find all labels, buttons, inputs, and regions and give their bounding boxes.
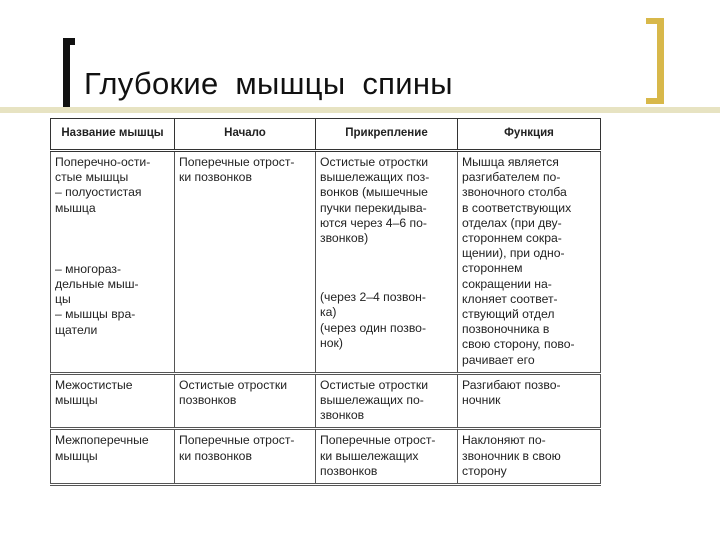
cell-line: Поперечные отрост- bbox=[320, 433, 436, 448]
cell-line: – полуостистая bbox=[55, 185, 142, 200]
muscle-name-text bbox=[55, 433, 171, 463]
spacer bbox=[55, 216, 171, 262]
muscles-table-container bbox=[50, 118, 602, 540]
cell-line: Мышца является bbox=[462, 155, 559, 169]
cell-insertion bbox=[316, 373, 458, 429]
cell-line: Разгибают позво- bbox=[462, 377, 561, 392]
cell-line: звоночник в свою bbox=[462, 448, 561, 463]
table-row bbox=[51, 429, 601, 485]
cell-line: звонков bbox=[320, 408, 365, 423]
cell-origin bbox=[175, 151, 316, 374]
cell-line: щатели bbox=[55, 322, 98, 337]
cell-line: вонков (мышечные bbox=[320, 185, 428, 200]
cell-line: сокращении на- bbox=[462, 276, 552, 291]
cell-line: вышележащих по- bbox=[320, 393, 424, 408]
title-bracket-left bbox=[63, 38, 75, 110]
spacer bbox=[320, 246, 454, 290]
insertion-text bbox=[320, 155, 454, 246]
cell-line: Межостистые bbox=[55, 377, 133, 392]
cell-line: отделах (при дву- bbox=[462, 215, 562, 230]
function-text bbox=[462, 378, 597, 408]
cell-name bbox=[51, 373, 175, 429]
cell-line: разгибателем по- bbox=[462, 170, 561, 185]
cell-line: сторону bbox=[462, 463, 507, 478]
table-row bbox=[51, 373, 601, 429]
cell-origin bbox=[175, 373, 316, 429]
header-insertion: Прикрепление bbox=[316, 119, 458, 151]
cell-line: – мышцы вра- bbox=[55, 307, 136, 322]
origin-text bbox=[179, 433, 312, 463]
cell-line: ствующий отдел bbox=[462, 307, 555, 322]
cell-line: Остистые отростки bbox=[320, 377, 429, 392]
cell-line: стые мышцы bbox=[55, 170, 129, 185]
cell-line: Поперечно-ости- bbox=[55, 155, 151, 169]
cell-line: ка) bbox=[320, 305, 337, 320]
cell-line: ки позвонков bbox=[179, 170, 252, 185]
cell-line: звонков) bbox=[320, 231, 369, 246]
cell-line: мышца bbox=[55, 200, 96, 215]
header-function: Функция bbox=[458, 119, 601, 151]
header-origin: Начало bbox=[175, 119, 316, 151]
header-muscle-name: Название мышцы bbox=[51, 119, 175, 151]
cell-name bbox=[51, 429, 175, 485]
cell-line: в соответствующих bbox=[462, 200, 572, 215]
cell-line: ки вышележащих bbox=[320, 448, 419, 463]
cell-line: Наклоняют по- bbox=[462, 433, 546, 448]
function-text bbox=[462, 155, 597, 368]
function-text bbox=[462, 433, 597, 479]
insertion-variants-text bbox=[320, 290, 454, 351]
cell-line: Остистые отростки bbox=[320, 155, 429, 169]
cell-function bbox=[458, 373, 601, 429]
cell-function bbox=[458, 429, 601, 485]
origin-text bbox=[179, 378, 312, 408]
cell-insertion bbox=[316, 429, 458, 485]
muscle-subtypes-text bbox=[55, 262, 171, 338]
cell-line: ются через 4–6 по- bbox=[320, 215, 427, 230]
cell-line: Поперечные отрост- bbox=[179, 155, 295, 169]
cell-line: клоняет соответ- bbox=[462, 291, 558, 306]
cell-line: мышцы bbox=[55, 448, 98, 463]
cell-line: щении), при одно- bbox=[462, 246, 565, 261]
cell-line: (через 2–4 позвон- bbox=[320, 290, 426, 305]
cell-line: ки позвонков bbox=[179, 448, 252, 463]
cell-line: вышележащих поз- bbox=[320, 170, 430, 185]
cell-line: Поперечные отрост- bbox=[179, 433, 295, 448]
cell-function bbox=[458, 151, 601, 374]
origin-text bbox=[179, 155, 312, 185]
page-title: Глубокие мышцы спины bbox=[84, 66, 453, 101]
insertion-text bbox=[320, 378, 454, 424]
cell-line: цы bbox=[55, 292, 71, 307]
cell-line: дельные мыш- bbox=[55, 277, 139, 292]
title-underline bbox=[0, 107, 720, 113]
cell-line: нок) bbox=[320, 335, 343, 350]
cell-origin bbox=[175, 429, 316, 485]
cell-line: (через один позво- bbox=[320, 320, 426, 335]
cell-line: мышцы bbox=[55, 393, 98, 408]
cell-line: позвонков bbox=[320, 463, 378, 478]
table-header-row bbox=[51, 119, 601, 151]
cell-line: ночник bbox=[462, 393, 501, 408]
cell-line: позвоночника в bbox=[462, 322, 550, 337]
cell-line: стороннем сокра- bbox=[462, 231, 562, 246]
cell-name bbox=[51, 151, 175, 374]
cell-insertion bbox=[316, 151, 458, 374]
cell-line: рачивает его bbox=[462, 352, 535, 367]
cell-line: свою сторону, пово- bbox=[462, 337, 575, 352]
cell-line: пучки перекидыва- bbox=[320, 200, 427, 215]
insertion-text bbox=[320, 433, 454, 479]
muscle-name-text bbox=[55, 155, 171, 216]
cell-line: Остистые отростки bbox=[179, 377, 288, 392]
cell-line: – многораз- bbox=[55, 261, 122, 276]
title-bracket-right bbox=[646, 18, 664, 104]
cell-line: позвонков bbox=[179, 393, 237, 408]
cell-line: звоночного столба bbox=[462, 185, 567, 200]
muscles-table bbox=[50, 118, 601, 486]
table-row bbox=[51, 151, 601, 374]
cell-line: стороннем bbox=[462, 261, 523, 276]
cell-line: Межпоперечные bbox=[55, 433, 149, 448]
muscle-name-text bbox=[55, 378, 171, 408]
